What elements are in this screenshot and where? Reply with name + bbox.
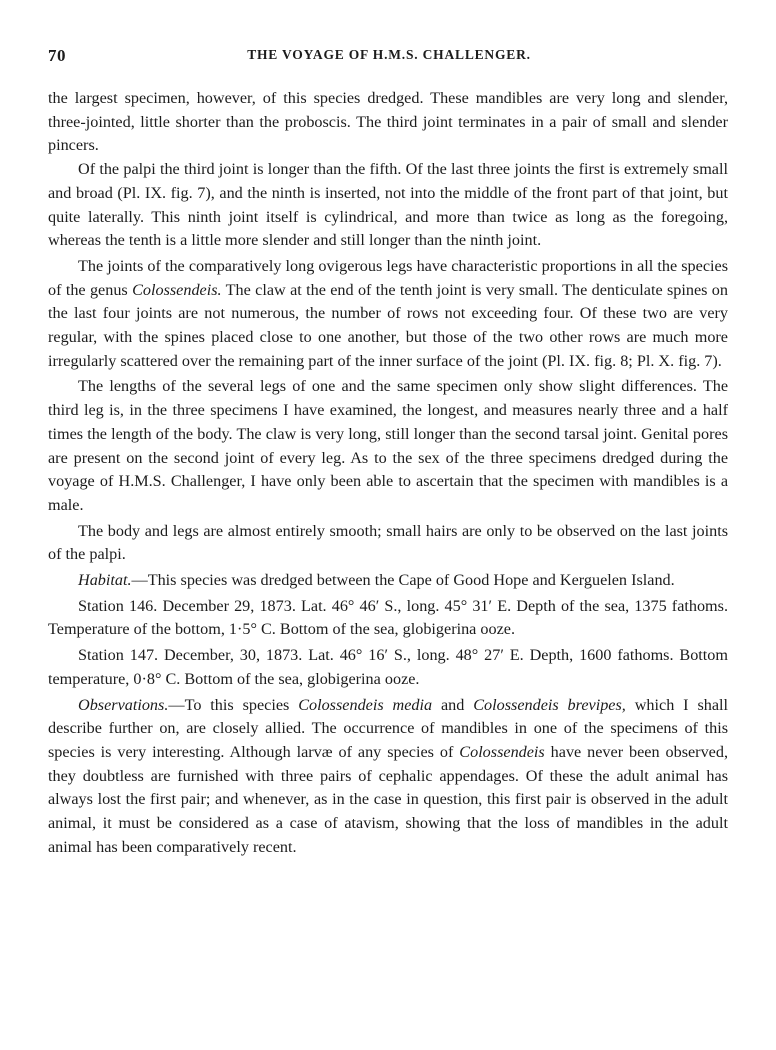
page-header [48, 46, 730, 68]
observations-label: Observations. [78, 695, 169, 714]
observations-text-b: and [432, 695, 474, 714]
genus-colossendeis: Colossendeis [459, 742, 545, 761]
paragraph-station-146: Station 146. December 29, 1873. Lat. 46° 46′ S., long. 45° 31′ E. Depth of the sea, 1375 fathoms. Temperature of the bottom, 1·5° C. Bottom of the sea, globigerina ooze. [48, 596, 728, 639]
paragraph-ovigerous-legs [48, 255, 728, 374]
observations-text-c: which I shall describe further on, are closely allied. The occurrence of mandibles in one of the specimens of this species is very interesting. Although larvæ of any species of [48, 695, 729, 761]
running-title: THE VOYAGE OF H.M.S. CHALLENGER. [247, 47, 531, 62]
species-media: Colossendeis media [298, 695, 433, 714]
paragraph-legs: The lengths of the several legs of one and the same specimen only show slight differences. The third leg is, in the three specimens I have examined, the longest, and measures nearly three and a half times the length of the body. The claw is very long, still longer than the second tarsal joint. Genital pores are present on the second joint of every leg. As to the sex of the three specimens dredged during the voyage of H.M.S. Challenger, I have only been able to ascertain that the specimen with mandibles is a male. [48, 377, 728, 514]
paragraph-mandibles: the largest specimen, however, of this species dredged. These mandibles are very long and slender, three-jointed, little shorter than the proboscis. The third joint terminates in a pair of small and slender pincers. [48, 89, 728, 155]
habitat-label: Habitat. [78, 571, 132, 590]
body-text [48, 87, 728, 860]
paragraph-habitat [48, 569, 728, 593]
ovigerous-text-end: The claw at the end of the tenth joint is very small. The denticulate spines on the last four joints are not numerous, the number of rows not exceeding four. Of these two are very regular, with the spines placed close to one another, but those of the two other rows are much more irregularly scattered over the remaining part of the inner surface of the joint (Pl. IX. fig. 8; Pl. X. fig. 7). [48, 280, 728, 370]
paragraph-body-smooth: The body and legs are almost entirely smooth; small hairs are only to be observed on the last joints of the palpi. [48, 521, 728, 564]
species-brevipes: Colossendeis brevipes, [473, 695, 626, 714]
habitat-text: —This species was dredged between the Cape of Good Hope and Kerguelen Island. [131, 571, 675, 590]
observations-text-d: have never been observed, they doubtless are furnished with three pairs of cephalic appendages. Of these the adult animal has always lost the first pair; and whenever, as in the case in question, this first pair is observed in the adult animal, it must be considered as a case of atavism, showing that the loss of mandibles in the adult animal has been comparatively recent. [48, 742, 728, 856]
ovigerous-text-start: The joints of the comparatively long ovigerous legs have characteristic proportions in all the species of the genus [48, 256, 728, 299]
paragraph-observations [48, 694, 728, 860]
observations-text-a: —To this species [168, 695, 299, 714]
paragraph-palpi: Of the palpi the third joint is longer than the fifth. Of the last three joints the first is extremely small and broad (Pl. IX. fig. 7), and the ninth is inserted, not into the middle of the front part of that joint, but quite laterally. This ninth joint itself is cylindrical, and more than twice as long as the foregoing, whereas the tenth is a little more slender and still longer than the ninth joint. [48, 160, 728, 250]
page-number: 70 [48, 46, 66, 65]
paragraph-station-147: Station 147. December, 30, 1873. Lat. 46° 16′ S., long. 48° 27′ E. Depth, 1600 fathoms. Bottom temperature, 0·8° C. Bottom of the sea, globigerina ooze. [48, 646, 728, 688]
genus-name: Colossendeis. [132, 280, 222, 299]
